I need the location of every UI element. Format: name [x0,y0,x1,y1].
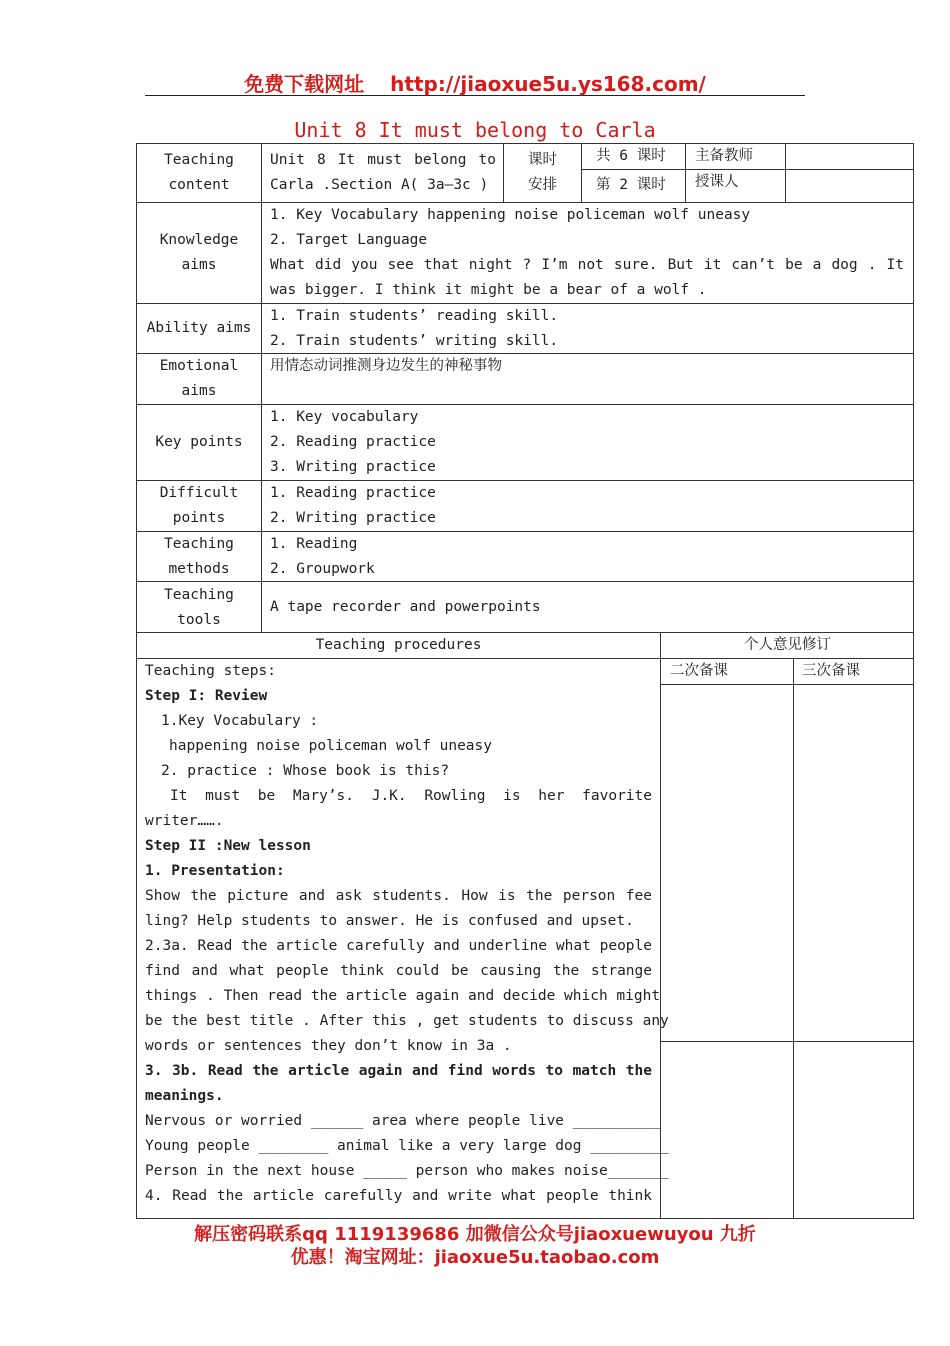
banner-label: 免费下载网址 [244,72,365,96]
procedure-line: Teaching steps: [145,663,276,679]
ability-label: Ability aims [146,320,252,336]
difficult-label-line-2: points [172,510,226,526]
opinion-header: 个人意见修订 [744,637,831,653]
emotional-label-line-1: Emotional [159,358,239,374]
banner-url-link[interactable]: http://jiaoxue5u.ys168.com/ [390,72,706,96]
content-label-line-1: Teaching [164,152,234,168]
method-line: 1. Reading [270,536,358,552]
procedure-line: happening noise policeman wolf uneasy [169,738,493,754]
tools-label-line-2: tools [177,612,221,628]
col-divider [581,143,582,202]
methods-label-line-1: Teaching [164,536,234,552]
row-divider [581,169,914,170]
difficult-line: 1. Reading practice [270,485,436,501]
schedule-label-line-2: 安排 [528,177,557,193]
col-divider [793,658,794,1219]
lead-teacher-label: 主备教师 [695,148,753,164]
procedure-line: It must be Mary’s. J.K. Rowling is her favorite [170,788,652,804]
col-divider [660,632,661,1219]
knowledge-line: 1. Key Vocabulary happening noise policeman wolf uneasy [270,207,751,223]
ability-line: 1. Train students’ reading skill. [270,308,559,324]
col-divider [261,143,262,632]
footer-line-2: 优惠！淘宝网址：jiaoxue5u.taobao.com [290,1247,660,1268]
row-divider [660,684,914,685]
procedure-line: 3. 3b. Read the article again and find words to match the [145,1063,652,1079]
emotional-text: 用情态动词推测身边发生的神秘事物 [270,358,502,374]
content-value-line-1: Unit 8 It must belong to [270,152,496,168]
procedures-header: Teaching procedures [315,637,482,653]
current-hour: 第 2 课时 [596,177,666,193]
procedure-line: Step II :New lesson [145,838,311,854]
col-divider [685,143,686,202]
key-point-line: 2. Reading practice [270,434,436,450]
procedure-line: Young people ________ animal like a very large dog _________ [145,1138,669,1154]
content-value-line-2: Carla .Section A( 3a—3c ) [270,177,489,193]
lecturer-label: 授课人 [695,174,739,190]
total-hours: 共 6 课时 [596,148,666,164]
procedure-line: writer……. [145,813,224,829]
difficult-label-line-1: Difficult [159,485,239,501]
procedure-line: Nervous or worried ______ area where people live __________ [145,1113,661,1129]
procedure-line: Step I: Review [145,688,268,704]
page-title: Unit 8 It must belong to Carla [294,118,656,142]
knowledge-line: What did you see that night ? I’m not sure. But it can’t be a dog . It [270,257,904,273]
procedure-line: Person in the next house _____ person who makes noise_______ [145,1163,669,1179]
download-banner [145,68,805,96]
procedure-line: words or sentences they don’t know in 3a . [145,1038,512,1054]
third-prep-label: 三次备课 [802,663,860,679]
key-point-line: 3. Writing practice [270,459,436,475]
key-point-line: 1. Key vocabulary [270,409,419,425]
row-divider [660,1041,914,1042]
procedure-line: 4. Read the article carefully and write what people think [145,1188,652,1204]
ability-line: 2. Train students’ writing skill. [270,333,559,349]
difficult-line: 2. Writing practice [270,510,436,526]
method-line: 2. Groupwork [270,561,375,577]
knowledge-label-line-2: aims [181,257,217,273]
second-prep-label: 二次备课 [670,663,728,679]
procedure-line: be the best title . After this , get students to discuss any [145,1013,669,1029]
knowledge-label-line-1: Knowledge [159,232,239,248]
col-divider [785,143,786,202]
procedure-line: 1. Presentation: [145,863,285,879]
footer-line-1: 解压密码联系qq 1119139686 加微信公众号jiaoxuewuyou 九折 [194,1224,756,1245]
key-points-label: Key points [155,434,243,450]
schedule-label-line-1: 课时 [528,152,557,168]
procedure-line: Show the picture and ask students. How is the person fee [145,888,652,904]
methods-label-line-2: methods [168,561,230,577]
procedure-line: ling? Help students to answer. He is confused and upset. [145,913,634,929]
knowledge-line: 2. Target Language [270,232,428,248]
procedure-line: 2.3a. Read the article carefully and underline what people [145,938,652,954]
procedure-line: find and what people think could be causing the strange [145,963,652,979]
content-label-line-2: content [168,177,230,193]
procedure-line: meanings. [145,1088,224,1104]
tools-label-line-1: Teaching [164,587,234,603]
procedure-line: 2. practice : Whose book is this? [161,763,450,779]
emotional-label-line-2: aims [181,383,217,399]
tools-text: A tape recorder and powerpoints [270,599,541,615]
procedure-line: things . Then read the article again and decide which might [145,988,661,1004]
knowledge-line: was bigger. I think it might be a bear of a wolf . [270,282,707,298]
procedure-line: 1.Key Vocabulary : [161,713,319,729]
row-divider [136,404,914,405]
